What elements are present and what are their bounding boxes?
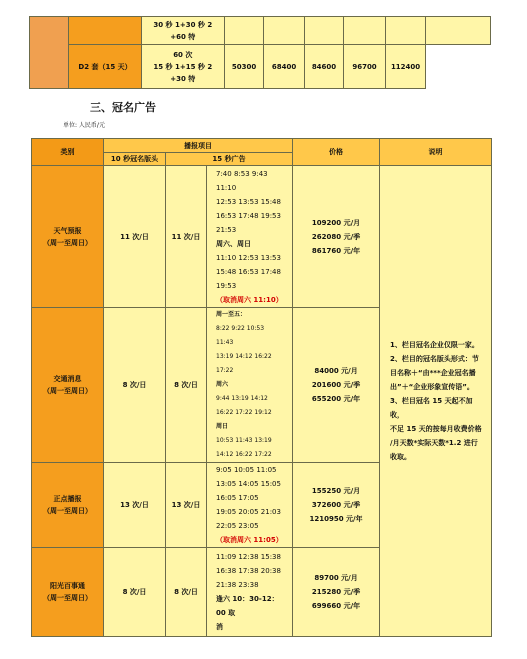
price-cell <box>385 17 426 45</box>
price-line: 372600 元/季 <box>311 501 361 509</box>
category-sunshine <box>32 548 104 637</box>
desc-line: 15 秒 1+15 秒 2 <box>153 62 213 71</box>
schedule-line: 22:05 23:05 <box>216 522 259 530</box>
unit-note: 单位: 人民币/元 <box>63 122 105 129</box>
header-price: 价格 <box>293 139 380 166</box>
package-label: D2 套（15 天） <box>69 45 141 89</box>
category-color-block <box>30 17 69 89</box>
desc-line: +60 特 <box>170 32 196 41</box>
header-category: 类别 <box>32 139 104 166</box>
note-line: 3、栏目冠名 15 天起不加收， <box>390 397 473 419</box>
price-line: 861760 元/年 <box>311 246 361 255</box>
category-period: （周一至周日） <box>43 387 92 395</box>
category-hourly <box>32 463 104 548</box>
desc-line: +30 特 <box>170 74 196 83</box>
schedule-line: 11:10 <box>216 183 237 192</box>
price-line: 201600 元/季 <box>311 381 361 389</box>
category-period: （周一至周日） <box>43 507 92 515</box>
note-line: /月天数*实际天数*1.2 进行 <box>390 439 478 447</box>
count-15s: 8 次/日 <box>166 308 207 463</box>
schedule-line: 11:10 12:53 13:53 <box>216 253 281 262</box>
price-line: 699660 元/年 <box>311 602 361 610</box>
category-name: 阳光百事通 <box>50 582 85 590</box>
schedule-line: 11:09 12:38 15:38 <box>216 553 281 561</box>
category-weather <box>32 166 104 308</box>
count-10s: 13 次/日 <box>104 463 166 548</box>
package-desc-1 <box>141 17 224 45</box>
category-period: （周一至周日） <box>43 594 92 602</box>
count-15s: 8 次/日 <box>166 548 207 637</box>
schedule-cancel-note: （取消周六 11:10） <box>216 295 283 304</box>
schedule-line: 16:53 17:48 19:53 <box>216 211 281 220</box>
price-traffic <box>293 308 380 463</box>
price-weather <box>293 166 380 308</box>
price-cell <box>426 17 491 45</box>
schedule-line: 周六 <box>216 381 229 388</box>
price-cell: 50300 <box>224 45 263 89</box>
desc-line: 30 秒 1+30 秒 2 <box>153 20 213 29</box>
schedule-line: 9:05 10:05 11:05 <box>216 466 277 474</box>
schedule-cancel-note: （取消周六 11:05） <box>216 536 283 544</box>
schedule-line: 周六、周日 <box>216 239 251 248</box>
price-line: 1210950 元/年 <box>309 515 363 523</box>
count-15s: 13 次/日 <box>166 463 207 548</box>
schedule-line: 16:22 17:22 19:12 <box>216 409 272 416</box>
category-period: （周一至周日） <box>43 238 92 247</box>
schedule-line: 16:38 17:38 20:38 <box>216 567 281 575</box>
schedule-line: 7:40 8:53 9:43 <box>216 169 268 178</box>
count-10s: 11 次/日 <box>104 166 166 308</box>
schedule-line: 19:05 20:05 21:03 <box>216 508 281 516</box>
schedule-line: 9:44 13:19 14:12 <box>216 395 268 402</box>
price-line: 262080 元/季 <box>311 232 361 241</box>
price-cell: 112400 <box>385 45 426 89</box>
price-sunshine <box>293 548 380 637</box>
price-line: 215280 元/季 <box>311 588 361 596</box>
price-line: 155250 元/月 <box>311 487 361 495</box>
note-line: 不足 15 天的按每月收费价格 <box>390 425 482 433</box>
note-line: 1、栏目冠名企业仅限一家。 <box>390 341 479 349</box>
schedule-line: 12:53 13:53 15:48 <box>216 197 281 206</box>
price-cell <box>224 17 263 45</box>
note-line: 2、栏目的冠名版头形式：节 <box>390 355 479 363</box>
category-traffic <box>32 308 104 463</box>
schedule-sunshine <box>207 548 293 637</box>
header-note: 说明 <box>380 139 492 166</box>
schedule-line: 10:53 11:43 13:19 <box>216 437 272 444</box>
package-price-table <box>29 16 491 89</box>
schedule-line: 13:05 14:05 15:05 <box>216 480 281 488</box>
schedule-line: 15:48 16:53 17:48 <box>216 267 281 276</box>
schedule-line: 逢六 10：30-12：00 取 <box>216 595 279 617</box>
notes-cell <box>380 166 492 637</box>
schedule-line: 14:12 16:22 17:22 <box>216 451 272 458</box>
package-desc-2 <box>141 45 224 89</box>
schedule-line: 21:53 <box>216 225 237 234</box>
category-name: 天气预报 <box>53 226 82 235</box>
schedule-line: 16:05 17:05 <box>216 494 259 502</box>
schedule-line: 17:22 <box>216 367 234 374</box>
schedule-line: 周日 <box>216 423 229 430</box>
category-name: 交通消息 <box>53 375 82 383</box>
schedule-line: 消 <box>216 623 223 631</box>
schedule-line: 21:38 23:38 <box>216 581 259 589</box>
header-broadcast-items: 播报项目 <box>104 139 293 153</box>
section-title: 三、冠名广告 <box>90 101 156 114</box>
price-line: 655200 元/年 <box>311 395 361 403</box>
schedule-line: 13:19 14:12 16:22 <box>216 353 272 360</box>
price-line: 109200 元/月 <box>311 218 361 227</box>
price-cell: 68400 <box>264 45 305 89</box>
count-10s: 8 次/日 <box>104 308 166 463</box>
price-cell <box>264 17 305 45</box>
schedule-line: 8:22 9:22 10:53 <box>216 325 265 332</box>
sponsorship-table <box>31 138 492 637</box>
price-line: 89700 元/月 <box>314 574 358 582</box>
price-cell: 84600 <box>304 45 343 89</box>
price-line: 84000 元/月 <box>314 367 358 375</box>
desc-line: 60 次 <box>173 50 193 59</box>
schedule-weather <box>207 166 293 308</box>
package-label-empty <box>69 17 141 45</box>
schedule-line: 11:43 <box>216 339 234 346</box>
price-hourly <box>293 463 380 548</box>
schedule-line: 19:53 <box>216 281 237 290</box>
note-line: 出”＋“企业形象宣传语”。 <box>390 383 474 391</box>
note-line: 收取。 <box>390 453 412 461</box>
category-name: 正点播报 <box>53 495 82 503</box>
note-line: 目名称＋“由***企业冠名播 <box>390 369 476 377</box>
count-10s: 8 次/日 <box>104 548 166 637</box>
schedule-line: 周一至五： <box>216 311 247 318</box>
header-15s-ad: 15 秒广告 <box>166 153 293 166</box>
schedule-traffic <box>207 308 293 463</box>
price-cell <box>304 17 343 45</box>
price-cell <box>344 17 386 45</box>
price-cell: 96700 <box>344 45 386 89</box>
count-15s: 11 次/日 <box>166 166 207 308</box>
header-10s-title-slot: 10 秒冠名版头 <box>104 153 166 166</box>
schedule-hourly <box>207 463 293 548</box>
